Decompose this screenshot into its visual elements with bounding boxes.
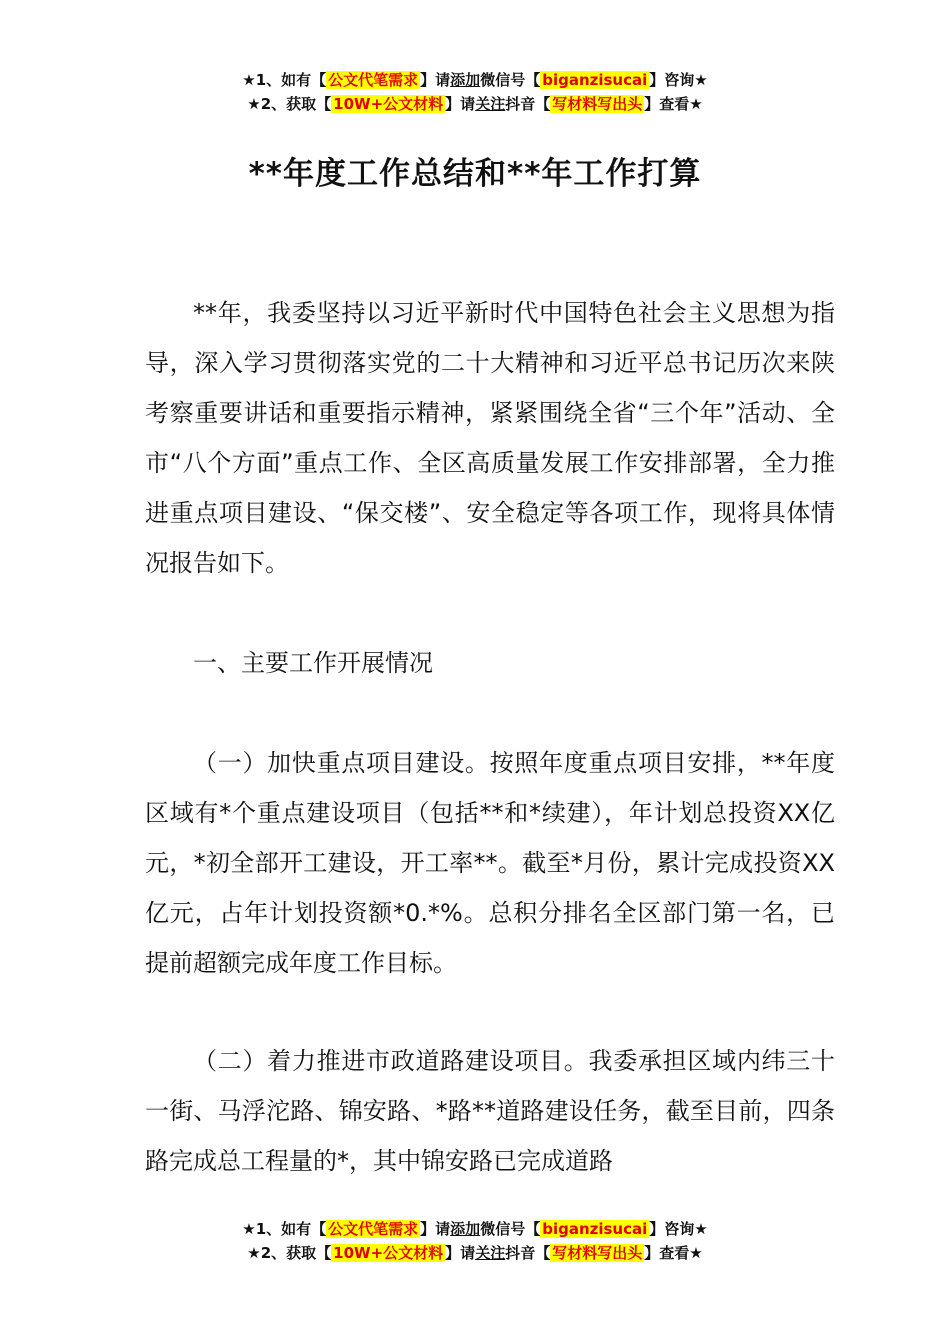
promo-emphasis: 关注	[475, 95, 506, 113]
section-heading	[145, 638, 835, 688]
section-1-paragraph	[145, 738, 835, 988]
promo-text: 】请	[445, 1244, 476, 1262]
promo-emphasis: 添加	[450, 71, 481, 89]
promo-text: 】查看	[644, 95, 690, 113]
promo-text: 微信号【	[480, 71, 541, 89]
intro-paragraph	[145, 288, 835, 588]
promo-text: 】请	[445, 95, 476, 113]
promo-text: 】请	[420, 1220, 451, 1238]
promo-emphasis: 添加	[450, 1220, 481, 1238]
promo-text: 】咨询	[649, 71, 695, 89]
star-icon: ★	[242, 1220, 256, 1238]
promo-banner-bottom	[0, 1217, 950, 1265]
promo-banner-top	[0, 68, 950, 116]
highlight-materials: 10W+公文材料	[333, 95, 444, 113]
promo-text: 1、如有【	[255, 1220, 327, 1238]
star-icon: ★	[689, 1244, 703, 1262]
star-icon: ★	[242, 71, 256, 89]
promo-text: 2、获取【	[260, 1244, 332, 1262]
section-2-paragraph	[145, 1036, 835, 1186]
star-icon: ★	[694, 71, 708, 89]
promo-text: 微信号【	[480, 1220, 541, 1238]
highlight-service: 公文代笔需求	[328, 71, 419, 89]
document-title: **年度工作总结和**年工作打算	[248, 156, 702, 192]
promo-text: 1、如有【	[255, 71, 327, 89]
star-icon: ★	[689, 95, 703, 113]
highlight-service: 公文代笔需求	[328, 1220, 419, 1238]
promo-text: 】咨询	[649, 1220, 695, 1238]
promo-line-2	[0, 1241, 950, 1265]
promo-text: 】查看	[644, 1244, 690, 1262]
promo-text: 】请	[420, 71, 451, 89]
section-1-text: （一）加快重点项目建设。按照年度重点项目安排，**年度区域有*个重点建设项目（包括**和*续建），年计划总投资XX亿元，*初全部开工建设，开工率**。截至*月份，累计完成投资XX亿元，占年计划投资额*0.*%。总积分排名全区部门第一名，已提前超额完成年度工作目标。	[145, 749, 835, 977]
section-2-text: （二）着力推进市政道路建设项目。我委承担区域内纬三十一街、马浮沱路、锦安路、*路**道路建设任务，截至目前，四条路完成总工程量的*，其中锦安路已完成道路	[145, 1047, 835, 1175]
highlight-materials: 10W+公文材料	[333, 1244, 444, 1262]
promo-line-1	[0, 68, 950, 92]
heading-main-work: 一、主要工作开展情况	[193, 649, 433, 677]
promo-line-1	[0, 1217, 950, 1241]
star-icon: ★	[247, 95, 261, 113]
highlight-douyin-account: 写材料写出头	[552, 95, 643, 113]
promo-text: 抖音【	[505, 95, 551, 113]
highlight-wechat-id: biganzisucai	[542, 1220, 648, 1238]
highlight-douyin-account: 写材料写出头	[552, 1244, 643, 1262]
star-icon: ★	[694, 1220, 708, 1238]
intro-text: **年，我委坚持以习近平新时代中国特色社会主义思想为指导，深入学习贯彻落实党的二十大精神和习近平总书记历次来陕考察重要讲话和重要指示精神，紧紧围绕全省“三个年”活动、全市“八个方面”重点工作、全区高质量发展工作安排部署，全力推进重点项目建设、“保交楼”、安全稳定等各项工作，现将具体情况报告如下。	[145, 299, 835, 577]
promo-line-2	[0, 92, 950, 116]
star-icon: ★	[247, 1244, 261, 1262]
promo-emphasis: 关注	[475, 1244, 506, 1262]
highlight-wechat-id: biganzisucai	[542, 71, 648, 89]
promo-text: 抖音【	[505, 1244, 551, 1262]
promo-text: 2、获取【	[260, 95, 332, 113]
